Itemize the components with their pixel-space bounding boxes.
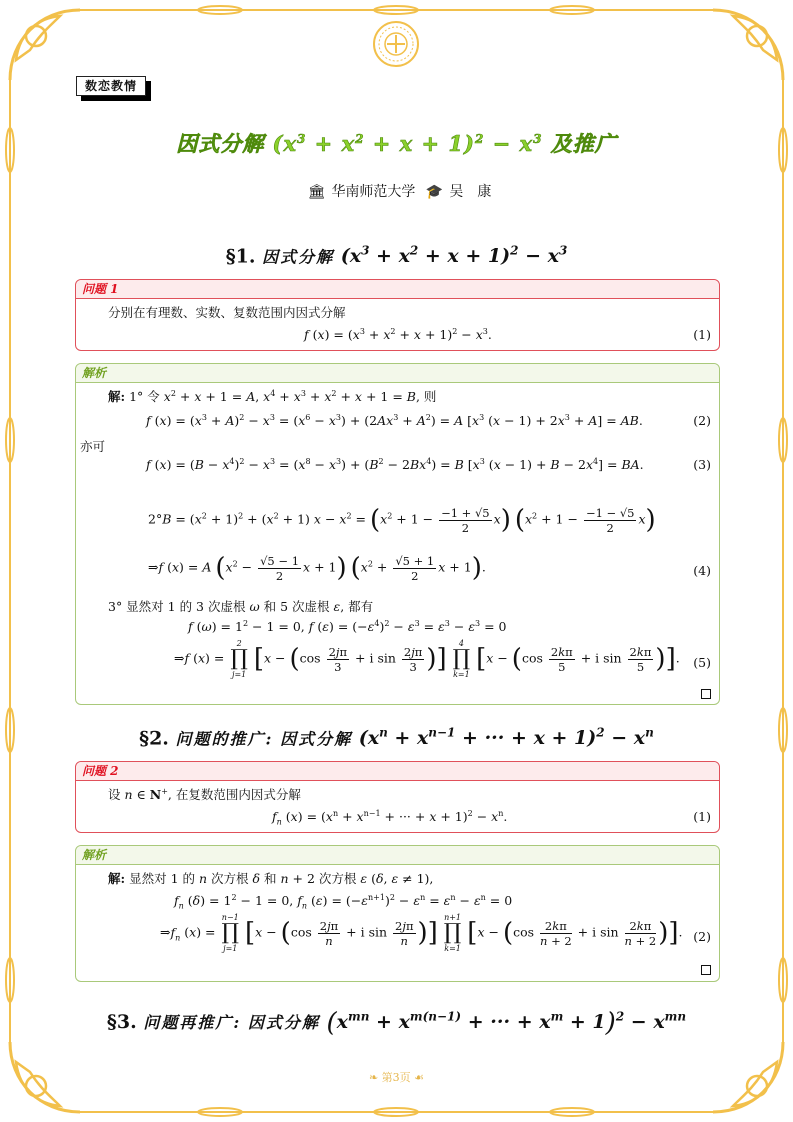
title-formula: $(x^3 + x^2 + x + 1)^2 - x^3$ — [272, 131, 543, 156]
step-3-equation-b: ⇒f (x) = 2 ∏ j=1 [x − (cos $\frac{2j\pi}{3}$ + i sin $\frac{2j\pi}{3}$ )] 4 ∏ k=1 [x − (cos $\frac{2k\pi}{5}$ + i sin $\frac{2k\pi}{5}$ )]. — [174, 639, 680, 679]
section-number: §1. — [225, 245, 256, 268]
equation-number: (4) — [693, 563, 711, 578]
equation-3: f $(x) = (B - x^4)^2 - x^3 = (x^8 - x^3) + (B^2 - 2Bx^4) = B$ [$x^3$ $(x - 1) + B - 2x^4$] = BA. — [146, 457, 644, 473]
author-name: 吴 康 — [449, 184, 492, 200]
solution-1-header: 解析 — [76, 364, 719, 383]
step-3-equation-a: f $(\omega) = 1^2 - 1 = 0$, f $(\varepsilon) = (-\varepsilon^4)^2 - \varepsilon^3 = \varepsilon^3 - \varepsilon^3 = 0$ — [188, 619, 507, 635]
graduation-cap-icon: 🎓 — [425, 184, 444, 200]
section-label-2: 因式分解 — [280, 729, 353, 749]
solution-2-equation-a: $f_n$ $(\delta) = 1^2 - 1 = 0$, $f_n$ $(\varepsilon) = (-\varepsilon^{n+1})^2 - \varepsilon^n = \varepsilon^n - \varepsilon^n = 0$ — [174, 893, 513, 911]
equation-number: (3) — [693, 457, 711, 472]
section-label: 问题再推广: — [143, 1013, 242, 1032]
solution-2-header: 解析 — [76, 846, 719, 865]
equation-number: (2) — [693, 929, 711, 944]
section-number: §3. — [106, 1011, 137, 1033]
institution: 华南师范大学 — [331, 184, 416, 200]
problem-2-text: 设 n ∈ N+, 在复数范围内因式分解 — [108, 786, 301, 802]
title-suffix: 及推广 — [550, 131, 617, 156]
step-3-text: 3° 显然对 1 的 3 次虚根 ω 和 5 次虚根 ε, 都有 — [108, 599, 374, 614]
section-label-2: 因式分解 — [247, 1013, 320, 1032]
page-number: 第3页 — [381, 1071, 411, 1084]
solution-2-equation-b: $\Rightarrow f_n$ (x) = n−1 ∏ j=1 [x − (cos $\frac{2j\pi}{n}$ + i sin $\frac{2j\pi}{n}$ )] n+1 ∏ k=1 [x − (cos $\frac{2k\pi}{n + 2}$ + i sin $\frac{2k\pi}{n + 2}$ )]. — [160, 913, 683, 953]
problem-1-equation: f $(x) = (x^3 + x^2 + x + 1)^2 - x^3$. — [304, 327, 492, 343]
equation-number: (1) — [693, 327, 711, 342]
solution-label: 解: — [108, 389, 126, 404]
document-title — [0, 128, 793, 158]
section-number: §2. — [139, 727, 169, 750]
scroll-ornament-icon: ☙ — [414, 1071, 425, 1084]
problem-1-box — [75, 279, 720, 351]
problem-2-equation: $f_n$ $(x) = (x^n + x^{n-1}$ + ··· + $x + 1)^2 - x^n$. — [272, 809, 508, 827]
section-label: 因式分解 — [262, 247, 335, 267]
step-2-equation-b: ⇒f (x) = A ($x^2$ − $\frac{√5 - 1}{2}$ x + 1) ($x^2$ + $\frac{√5 + 1}{2}$ x + 1). — [148, 553, 486, 583]
section-2-heading: §2. 问题的推广: 因式分解 ($x^n + x^{n-1}$ + ··· + $x + 1)^2 - x^n$ — [139, 726, 654, 750]
section-3-heading: §3. 问题再推广: 因式分解 ($x^{mn} + x^{m(n-1)}$ + ··· + $x^m + 1)^2 - x^{mn}$ — [106, 1008, 687, 1038]
equation-number: (1) — [693, 809, 711, 824]
building-columns-icon: 🏛 — [307, 184, 326, 200]
qed-square-icon — [701, 965, 711, 975]
section-label: 问题的推广: — [175, 729, 274, 749]
solution-2-box — [75, 845, 720, 982]
step-2-equation-a: $2^\circ B = (x^2 + 1)^2 + (x^2 + 1) x - x^2 = (x^2 + 1$ − $\frac{-1 + √5}{2}$ x) ($x^2 + 1$ − $\frac{-1 - √5}{2}$ x) — [148, 505, 656, 535]
solution-2-step: 解: 显然对 1 的 n 次方根 δ 和 n + 2 次方根 ε (δ, ε ≠ 1), — [108, 871, 434, 886]
section-1-heading: §1. 因式分解 $(x^3 + x^2 + x + 1)^2 - x^3$ — [225, 244, 568, 268]
title-prefix: 因式分解 — [176, 131, 265, 156]
equation-2: f $(x) = (x^3 + A)^2 - x^3 = (x^6 - x^3) + (2Ax^3 + A^2) = A$ [$x^3$ $(x - 1) + 2x^3 + A$] = AB. — [146, 413, 643, 429]
problem-1-text: 分别在有理数、实数、复数范围内因式分解 — [108, 305, 346, 320]
problem-2-header: 问题 2 — [76, 762, 719, 781]
equation-number: (2) — [693, 413, 711, 428]
page-footer — [0, 1069, 793, 1085]
university-seal-icon — [374, 22, 418, 66]
equation-number: (5) — [693, 655, 711, 670]
solution-label: 解: — [108, 871, 126, 886]
solution-1-box — [75, 363, 720, 705]
author-line — [0, 181, 793, 201]
scroll-ornament-icon: ❧ — [368, 1071, 379, 1084]
column-tag: 数恋教情 — [76, 76, 146, 96]
qed-square-icon — [701, 689, 711, 699]
solution-1-step1: 解: 1° 令 $x^2 + x + 1 = A$, $x^4 + x^3 + x^2 + x + 1 = B$, 则 — [108, 388, 437, 404]
also-text: 亦可 — [80, 439, 106, 454]
problem-1-header: 问题 1 — [76, 280, 719, 299]
problem-2-box — [75, 761, 720, 833]
